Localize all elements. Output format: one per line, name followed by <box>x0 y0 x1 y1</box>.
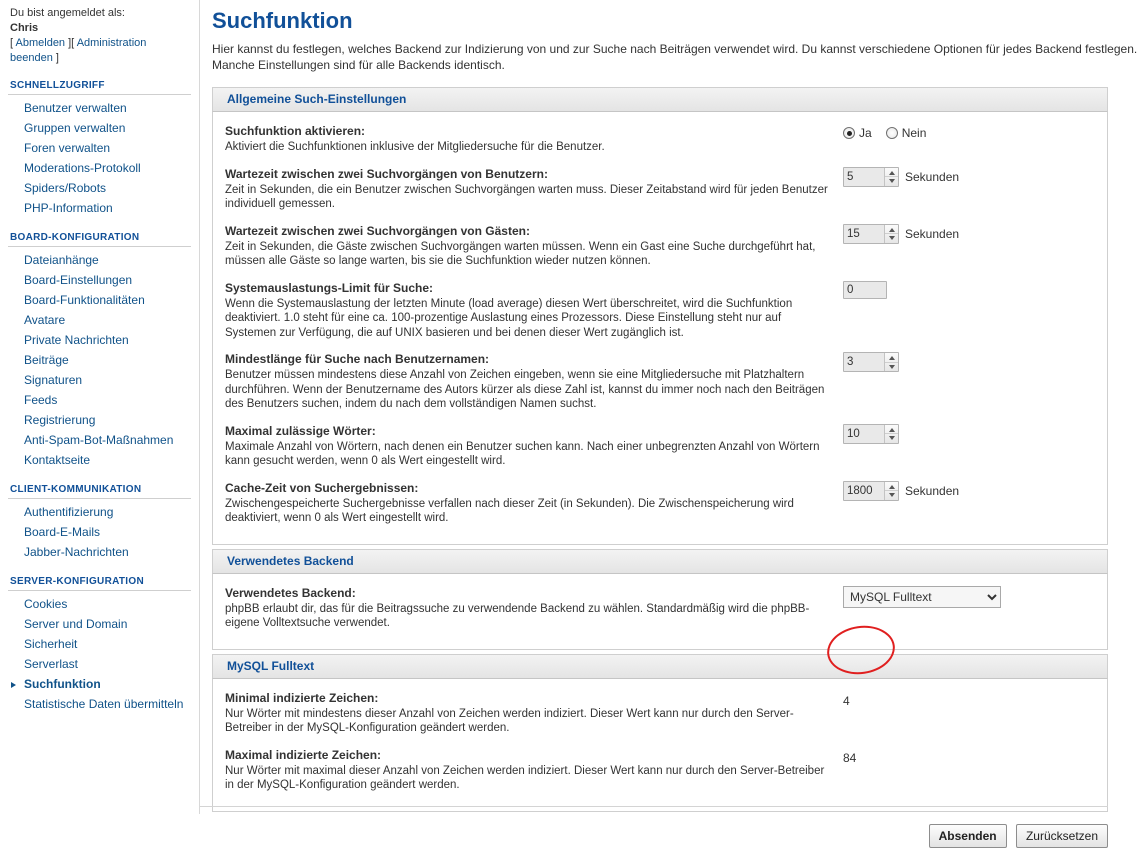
sidebar-item-authentifizierung[interactable]: Authentifizierung <box>24 505 114 519</box>
field-label-block <box>225 747 843 793</box>
sidebar <box>0 0 200 814</box>
spinner-up-icon[interactable] <box>885 425 898 434</box>
field-label-block <box>225 423 843 469</box>
login-status <box>8 6 191 66</box>
panel-heading: Allgemeine Such-Einstellungen <box>212 87 1108 112</box>
main-content <box>200 0 1138 843</box>
sidebar-item-suchfunktion[interactable]: Suchfunktion <box>8 674 191 694</box>
field-hint: Zeit in Sekunden, die Gäste zwischen Suchvorgängen warten müssen. Wenn ein Gast eine Suche durchgeführt hat, müssen alle Gäste so lange warten, bis sie die Suchfunktion wieder nutzen können. <box>225 240 816 267</box>
spinner-down-icon[interactable] <box>885 176 898 186</box>
panel-verwendetes-backend <box>212 549 1108 650</box>
input-maximal-woerter[interactable] <box>844 425 884 443</box>
input-wartezeit-benutzer[interactable] <box>844 168 884 186</box>
field-hint: Wenn die Systemauslastung der letzten Minute (load average) diesen Wert überschreitet, wird die Suchfunktion deaktiviert. 1.0 steht für eine ca. 100-prozentige Auslastung eines Prozessors. Diese Einstellung steht nur auf Systemen zur Verfügung, die auf UNIX basieren und bei denen dieser Wert zugänglich ist. <box>225 297 793 339</box>
spinner-buttons[interactable] <box>884 168 898 186</box>
nav-group-server-konfiguration <box>8 576 191 714</box>
panel-heading: Verwendetes Backend <box>212 549 1108 574</box>
footer-divider <box>200 806 1108 807</box>
field-suchfunktion-aktivieren <box>225 120 1095 163</box>
field-control <box>843 747 856 766</box>
sidebar-item-gruppen-verwalten[interactable]: Gruppen verwalten <box>24 121 126 135</box>
value-minimal-indizierte-zeichen: 4 <box>843 693 850 708</box>
panel-body <box>212 574 1108 650</box>
login-intro: Du bist angemeldet als: <box>10 7 125 19</box>
spinner-buttons[interactable] <box>884 425 898 443</box>
sidebar-item-jabber-nachrichten[interactable]: Jabber-Nachrichten <box>24 545 129 559</box>
sidebar-item-moderations-protokoll[interactable]: Moderations-Protokoll <box>24 161 141 175</box>
radio-group-search-enable <box>843 124 926 140</box>
panel-mysql-fulltext <box>212 654 1108 812</box>
field-control <box>843 351 899 372</box>
spinner-up-icon[interactable] <box>885 482 898 491</box>
nav-group-title: SERVER-KONFIGURATION <box>8 576 191 591</box>
select-search-backend[interactable] <box>843 586 1001 608</box>
sidebar-item-board-e-mails[interactable]: Board-E-Mails <box>24 525 101 539</box>
field-label-block <box>225 351 843 412</box>
field-systemauslastungs-limit <box>225 277 1095 349</box>
field-label: Minimal indizierte Zeichen: <box>225 690 379 705</box>
field-label-block <box>225 585 843 631</box>
spinner-up-icon[interactable] <box>885 225 898 234</box>
input-systemauslastungs-limit[interactable] <box>843 281 887 299</box>
bracket-close: ] <box>52 52 59 64</box>
sidebar-item-board-funktionalitaeten[interactable]: Board-Funktionalitäten <box>24 293 145 307</box>
sidebar-item-feeds[interactable]: Feeds <box>24 393 58 407</box>
sidebar-item-registrierung[interactable]: Registrierung <box>24 413 96 427</box>
field-label: Maximal zulässige Wörter: <box>225 423 376 438</box>
field-verwendetes-backend <box>225 582 1095 639</box>
panel-body <box>212 112 1108 545</box>
field-label: Verwendetes Backend: <box>225 585 356 600</box>
sidebar-item-dateianhaenge[interactable]: Dateianhänge <box>24 253 99 267</box>
radio-nein-icon[interactable] <box>886 127 898 139</box>
value-maximal-indizierte-zeichen: 84 <box>843 750 857 765</box>
nav-group-client-kommunikation <box>8 484 191 562</box>
field-label-block <box>225 690 843 736</box>
sidebar-item-private-nachrichten[interactable]: Private Nachrichten <box>24 333 129 347</box>
field-control <box>843 223 959 244</box>
field-label: Systemauslastungs-Limit für Suche: <box>225 280 434 295</box>
field-control <box>843 423 899 444</box>
spinner-down-icon[interactable] <box>885 362 898 372</box>
sidebar-item-serverlast[interactable]: Serverlast <box>24 657 79 671</box>
input-mindestlaenge[interactable] <box>844 353 884 371</box>
spinner-buttons[interactable] <box>884 482 898 500</box>
spinner-down-icon[interactable] <box>885 433 898 443</box>
panel-body <box>212 679 1108 812</box>
bracket-open: [ <box>10 37 16 49</box>
field-control <box>843 585 1001 608</box>
sidebar-item-kontaktseite[interactable]: Kontaktseite <box>24 453 91 467</box>
form-actions <box>212 816 1108 848</box>
page-description: Hier kannst du festlegen, welches Backend zur Indizierung von und zur Suche nach Beiträgen verwendet wird. Du kannst verschiedene Optionen für jedes Backend festlegen. Manche Einstellungen sind für alle Backends identisch. <box>212 42 1138 72</box>
unit-label: Sekunden <box>905 226 960 241</box>
spinner-down-icon[interactable] <box>885 490 898 500</box>
logout-link[interactable]: Abmelden <box>15 37 66 49</box>
reset-button[interactable]: Zurücksetzen <box>1016 824 1108 848</box>
nav-group-title: SCHNELLZUGRIFF <box>8 80 191 95</box>
field-hint: Nur Wörter mit mindestens dieser Anzahl von Zeichen werden indiziert. Dieser Wert kann nur durch den Server-Betreiber in der MySQL-Konfiguration geändert werden. <box>225 707 794 734</box>
field-label: Suchfunktion aktivieren: <box>225 124 366 138</box>
field-control <box>843 166 959 187</box>
field-wartezeit-gaeste <box>225 220 1095 277</box>
spinner-mindestlaenge[interactable] <box>843 352 899 372</box>
field-cache-zeit <box>225 477 1095 534</box>
field-label: Wartezeit zwischen zwei Suchvorgängen von Gästen: <box>225 223 530 238</box>
sidebar-item-board-einstellungen[interactable]: Board-Einstellungen <box>24 273 133 287</box>
radio-option-ja[interactable] <box>843 126 872 140</box>
link-separator: ][ <box>65 37 77 49</box>
field-hint: Aktiviert die Suchfunktionen inklusive der Mitgliedersuche für die Benutzer. <box>225 141 605 153</box>
spinner-wartezeit-gaeste[interactable] <box>843 224 899 244</box>
input-wartezeit-gaeste[interactable] <box>844 225 884 243</box>
field-mindestlaenge-benutzernamen <box>225 348 1095 420</box>
sidebar-item-php-information[interactable]: PHP-Information <box>24 201 113 215</box>
field-label: Mindestlänge für Suche nach Benutzernamen: <box>225 352 490 366</box>
radio-option-nein[interactable] <box>886 126 927 140</box>
nav-group-quickaccess <box>8 80 191 218</box>
panel-allgemeine-such-einstellungen <box>212 87 1108 545</box>
sidebar-item-server-und-domain[interactable]: Server und Domain <box>24 617 128 631</box>
field-label-block <box>225 480 843 526</box>
field-wartezeit-benutzer <box>225 163 1095 220</box>
spinner-wartezeit-benutzer[interactable] <box>843 167 899 187</box>
radio-ja-label: Ja <box>859 126 872 140</box>
sidebar-item-benutzer-verwalten[interactable]: Benutzer verwalten <box>24 101 127 115</box>
submit-button[interactable]: Absenden <box>929 824 1007 848</box>
sidebar-item-spiders-robots[interactable]: Spiders/Robots <box>24 181 107 195</box>
field-hint: Benutzer müssen mindestens diese Anzahl von Zeichen eingeben, wenn sie eine Mitgliedersuche mit Platzhaltern durchführen. Wenn der Benutzername des Autors kürzer als diese Zahl ist, kannst du immer noch nach den Beiträgen des Benutzers suchen, indem du nach dem vollständigen Namen suchst. <box>225 369 825 410</box>
field-control <box>843 690 850 709</box>
radio-nein-label: Nein <box>901 126 927 140</box>
login-username: Chris <box>10 22 39 34</box>
spinner-maximal-woerter[interactable] <box>843 424 899 444</box>
login-actions <box>10 36 191 66</box>
spinner-cache-zeit[interactable] <box>843 481 899 501</box>
field-control <box>843 480 959 501</box>
field-label-block <box>225 223 843 269</box>
exit-admin-link[interactable]: Administration beenden <box>10 37 147 64</box>
field-control <box>843 123 926 140</box>
spinner-up-icon[interactable] <box>885 353 898 362</box>
sidebar-item-avatare[interactable]: Avatare <box>24 313 66 327</box>
field-hint: Zeit in Sekunden, die ein Benutzer zwischen Suchvorgängen warten muss. Dieser Zeitabstand wird für jeden Benutzer individuell gemessen. <box>225 183 828 210</box>
spinner-up-icon[interactable] <box>885 168 898 177</box>
sidebar-item-cookies[interactable]: Cookies <box>24 597 68 611</box>
field-label-block <box>225 280 843 341</box>
field-label: Maximal indizierte Zeichen: <box>225 747 382 762</box>
unit-label: Sekunden <box>905 483 960 498</box>
sidebar-item-beitraege[interactable]: Beiträge <box>24 353 69 367</box>
input-cache-zeit[interactable] <box>844 482 884 500</box>
radio-ja-icon[interactable] <box>843 127 855 139</box>
field-hint: Zwischengespeicherte Suchergebnisse verfallen nach dieser Zeit (in Sekunden). Die Zwischenspeicherung wird deaktiviert, wenn 0 als Wert eingestellt wird. <box>225 497 794 524</box>
sidebar-item-foren-verwalten[interactable]: Foren verwalten <box>24 141 111 155</box>
field-maximal-indizierte-zeichen <box>225 744 1095 801</box>
sidebar-item-anti-spam-bot-massnahmen[interactable]: Anti-Spam-Bot-Maßnahmen <box>24 433 174 447</box>
field-control <box>843 280 887 299</box>
spinner-buttons[interactable] <box>884 225 898 243</box>
unit-label: Sekunden <box>905 169 960 184</box>
sidebar-item-statistische-daten-uebermitteln[interactable]: Statistische Daten übermitteln <box>24 697 184 711</box>
field-label: Wartezeit zwischen zwei Suchvorgängen von Benutzern: <box>225 166 548 181</box>
page-title: Suchfunktion <box>212 8 353 33</box>
field-label: Cache-Zeit von Suchergebnissen: <box>225 480 419 495</box>
sidebar-item-signaturen[interactable]: Signaturen <box>24 373 83 387</box>
nav-group-title: BOARD-KONFIGURATION <box>8 232 191 247</box>
nav-group-board-konfiguration <box>8 232 191 470</box>
field-hint: Maximale Anzahl von Wörtern, nach denen ein Benutzer suchen kann. Nach einer unbegrenzten Anzahl von Wörtern kann gesucht werden, wenn 0 als Wert eingestellt wird. <box>225 440 820 467</box>
field-hint: Nur Wörter mit maximal dieser Anzahl von Zeichen werden indiziert. Dieser Wert kann nur durch den Server-Betreiber in der MySQL-Konfiguration geändert werden. <box>225 764 825 791</box>
nav-group-title: CLIENT-KOMMUNIKATION <box>8 484 191 499</box>
spinner-down-icon[interactable] <box>885 233 898 243</box>
spinner-buttons[interactable] <box>884 353 898 371</box>
field-maximal-zulaessige-woerter <box>225 420 1095 477</box>
field-minimal-indizierte-zeichen <box>225 687 1095 744</box>
field-hint: phpBB erlaubt dir, das für die Beitragssuche zu verwendende Backend zu wählen. Standardmäßig wird die phpBB-eigene Volltextsuche verwendet. <box>225 602 810 629</box>
field-label-block <box>225 166 843 212</box>
field-label-block <box>225 123 843 155</box>
panel-heading: MySQL Fulltext <box>212 654 1108 679</box>
sidebar-item-sicherheit[interactable]: Sicherheit <box>24 637 78 651</box>
